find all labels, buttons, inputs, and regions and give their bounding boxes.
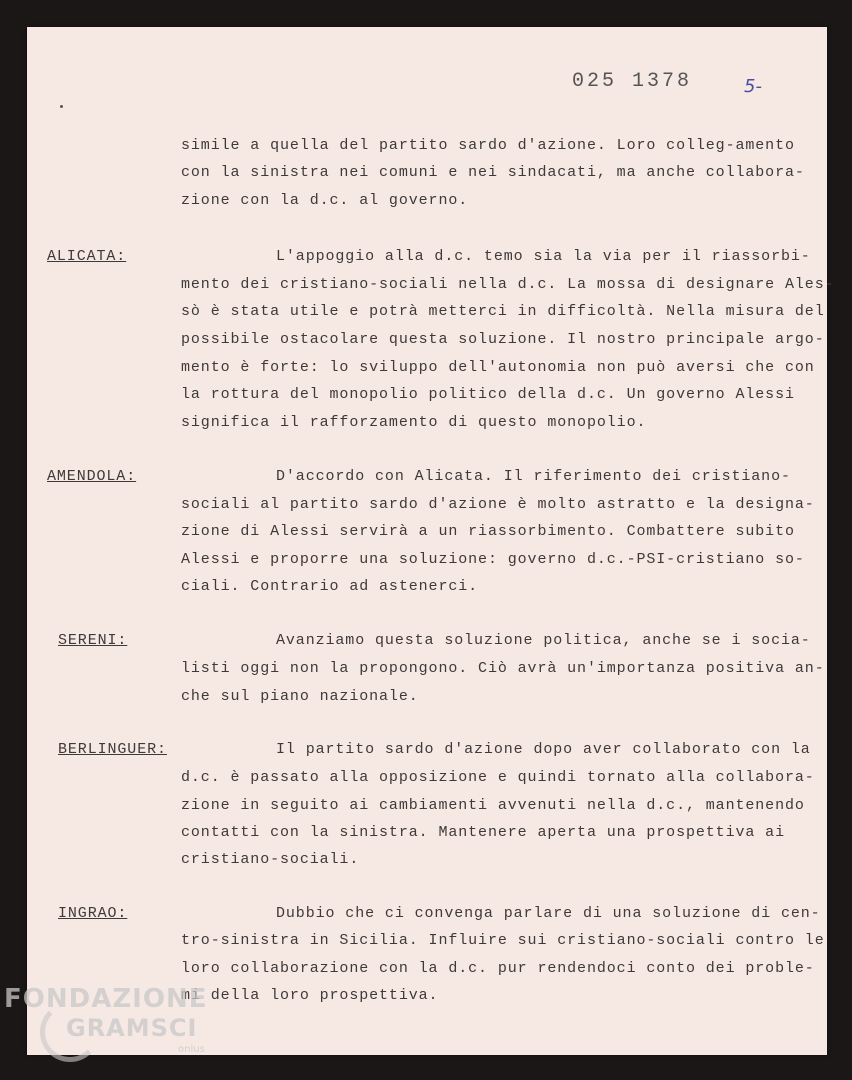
text-line: Dubbio che ci convenga parlare di una soluzione di cen- bbox=[276, 905, 821, 922]
handwritten-page-number: 5- bbox=[744, 76, 762, 97]
text-line: possibile ostacolare questa soluzione. Il nostro principale argo- bbox=[181, 331, 825, 348]
speaker-name: BERLINGUER: bbox=[58, 741, 167, 758]
text-line: mento dei cristiano-sociali nella d.c. La mossa di designare Ales- bbox=[181, 276, 835, 293]
text-line: zione di Alessi servirà a un riassorbimento. Combattere subito bbox=[181, 523, 795, 540]
text-line: la rottura del monopolio politico della d.c. Un governo Alessi bbox=[181, 386, 795, 403]
text-line: significa il rafforzamento di questo monopolio. bbox=[181, 414, 647, 431]
text-line: listi oggi non la propongono. Ciò avrà un'importanza positiva an- bbox=[181, 660, 825, 677]
text-line: Il partito sardo d'azione dopo aver collaborato con la bbox=[276, 741, 811, 758]
text-line: Avanziamo questa soluzione politica, anche se i socia- bbox=[276, 632, 811, 649]
text-line: d.c. è passato alla opposizione e quindi tornato alla collabora- bbox=[181, 769, 815, 786]
text-line: cristiano-sociali. bbox=[181, 851, 360, 868]
document-page bbox=[27, 27, 827, 1055]
text-line: con la sinistra nei comuni e nei sindacati, ma anche collabora- bbox=[181, 164, 805, 181]
watermark-line3: onlus bbox=[178, 1044, 205, 1055]
speaker-name: INGRAO: bbox=[58, 905, 128, 922]
text-line: L'appoggio alla d.c. temo sia la via per il riassorbi- bbox=[276, 248, 811, 265]
text-line: loro collaborazione con la d.c. pur rendendoci conto dei proble- bbox=[181, 960, 815, 977]
document-number: 025 1378 bbox=[572, 70, 693, 93]
text-line: mento è forte: lo sviluppo dell'autonomia non può aversi che con bbox=[181, 359, 815, 376]
text-line: contatti con la sinistra. Mantenere aperta una prospettiva ai bbox=[181, 824, 785, 841]
watermark-line2: GRAMSCI bbox=[66, 1014, 198, 1042]
page-speck bbox=[60, 105, 63, 108]
text-line: sò è stata utile e potrà metterci in difficoltà. Nella misura del bbox=[181, 303, 825, 320]
text-line: Alessi e proporre una soluzione: governo d.c.-PSI-cristiano so- bbox=[181, 551, 805, 568]
speaker-name: AMENDOLA: bbox=[47, 468, 137, 485]
text-line: D'accordo con Alicata. Il riferimento dei cristiano- bbox=[276, 468, 791, 485]
fondazione-gramsci-watermark bbox=[4, 984, 224, 1064]
speaker-name: SERENI: bbox=[58, 632, 128, 649]
text-line: mi della loro prospettiva. bbox=[181, 987, 439, 1004]
text-line: tro-sinistra in Sicilia. Influire sui cristiano-sociali contro le bbox=[181, 932, 825, 949]
watermark-line1: FONDAZIONE bbox=[4, 984, 208, 1014]
text-line: zione in seguito ai cambiamenti avvenuti nella d.c., mantenendo bbox=[181, 797, 805, 814]
text-line: che sul piano nazionale. bbox=[181, 688, 419, 705]
text-line: zione con la d.c. al governo. bbox=[181, 192, 469, 209]
speaker-name: ALICATA: bbox=[47, 248, 127, 265]
text-line: simile a quella del partito sardo d'azione. Loro colleg-amento bbox=[181, 137, 795, 154]
text-line: sociali al partito sardo d'azione è molto astratto e la designa- bbox=[181, 496, 815, 513]
text-line: ciali. Contrario ad astenerci. bbox=[181, 578, 479, 595]
